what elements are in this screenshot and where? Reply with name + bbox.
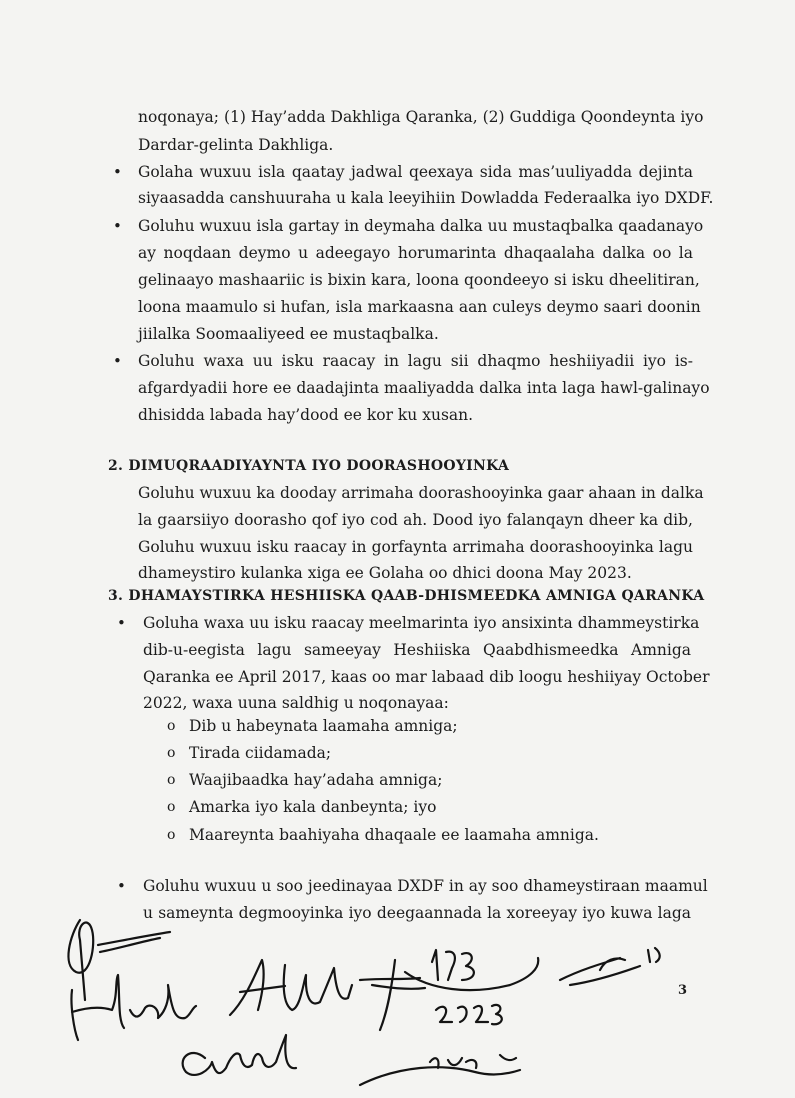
signature-stroke	[230, 960, 352, 1015]
bullet-marker: •	[113, 163, 122, 181]
sub-item: Tirada ciidamada;	[189, 744, 332, 762]
signature-stroke	[68, 920, 93, 1000]
sub-item: Dib u habeynata laamaha amniga;	[189, 717, 458, 735]
sub-item: Amarka iyo kala danbeynta; iyo	[189, 798, 437, 816]
bullet-line: loona maamulo si hufan, isla markaasna aan culeys deymo saari doonin	[138, 298, 701, 316]
bullet-line: dhisidda labada hay’dood ee kor ku xusan.	[138, 406, 474, 424]
sub-bullet-marker: o	[167, 799, 176, 815]
sub-bullet-marker: o	[167, 718, 176, 734]
paragraph-line: dhameystiro kulanka xiga ee Golaha oo dhici doona May 2023.	[138, 564, 632, 582]
bullet-line: dib-u-eegista lagu sameeyay Heshiiska Qaabdhismeedka Amniga	[143, 641, 691, 659]
signatures	[0, 890, 795, 1098]
paragraph-line: noqonaya; (1) Hay’adda Dakhliga Qaranka, (2) Guddiga Qoondeynta iyo	[138, 108, 704, 126]
page-number: 3	[678, 983, 688, 998]
signature-stroke	[560, 948, 660, 985]
bullet-marker: •	[117, 614, 126, 632]
signature-stroke	[71, 975, 196, 1040]
sub-item: Maareynta baahiyaha dhaqaale ee laamaha amniga.	[189, 826, 599, 844]
bullet-marker: •	[113, 217, 122, 235]
sub-bullet-marker: o	[167, 772, 176, 788]
signature-stroke	[360, 1055, 520, 1085]
section-heading: 3. DHAMAYSTIRKA HESHIISKA QAAB-DHISMEEDKA AMNIGA QARANKA	[108, 588, 705, 604]
paragraph-line: Goluhu wuxuu ka dooday arrimaha doorashooyinka gaar ahaan in dalka	[138, 484, 704, 502]
signature-stroke	[436, 1005, 502, 1024]
bullet-line: Goluhu wuxuu u soo jeedinayaa DXDF in ay soo dhameystiraan maamul	[143, 877, 708, 895]
bullet-line: gelinaayo mashaariic is bixin kara, loona qoondeeyo si isku dheelitiran,	[138, 271, 700, 289]
bullet-marker: •	[117, 877, 126, 895]
bullet-marker: •	[113, 352, 122, 370]
signature-stroke	[360, 958, 538, 1030]
bullet-line: Goluhu waxa uu isku raacay in lagu sii dhaqmo heshiiyadii iyo is-	[138, 352, 693, 370]
bullet-line: ay noqdaan deymo u adeegayo horumarinta dhaqaalaha dalka oo la	[138, 244, 693, 262]
sub-item: Waajibaadka hay’adaha amniga;	[189, 771, 443, 789]
sub-bullet-marker: o	[167, 745, 176, 761]
section-heading: 2. DIMUQRAADIYAYNTA IYO DOORASHOOYINKA	[108, 458, 510, 474]
sub-bullet-marker: o	[167, 827, 176, 843]
paragraph-line: Dardar-gelinta Dakhliga.	[138, 136, 334, 154]
paragraph-line: la gaarsiiyo doorasho qof iyo cod ah. Dood iyo falanqayn dheer ka dib,	[138, 511, 693, 529]
bullet-line: 2022, waxa uuna saldhig u noqonayaa:	[143, 694, 449, 712]
bullet-line: Goluhu wuxuu isla gartay in deymaha dalka uu mustaqbalka qaadanayo	[138, 217, 704, 235]
bullet-line: siyaasadda canshuuraha u kala leeyihiin Dowladda Federaalka iyo DXDF.	[138, 189, 714, 207]
signature-stroke	[432, 950, 474, 980]
paragraph-line: Goluhu wuxuu isku raacay in gorfaynta arrimaha doorashooyinka lagu	[138, 538, 693, 556]
bullet-line: Qaranka ee April 2017, kaas oo mar labaad dib loogu heshiiyay October	[143, 668, 710, 686]
bullet-line: jiilalka Soomaaliyeed ee mustaqbalka.	[138, 325, 439, 343]
bullet-line: Golaha wuxuu isla qaatay jadwal qeexaya sida mas’uuliyadda dejinta	[138, 163, 693, 181]
bullet-line: afgardyadii hore ee daadajinta maaliyadda dalka inta laga hawl-galinayo	[138, 379, 710, 397]
signature-stroke	[98, 932, 170, 952]
bullet-line: Goluha waxa uu isku raacay meelmarinta iyo ansixinta dhammeystirka	[143, 614, 700, 632]
signature-stroke	[183, 1035, 296, 1075]
bullet-line: u sameynta degmooyinka iyo deegaannada la xoreeyay iyo kuwa laga	[143, 904, 691, 922]
